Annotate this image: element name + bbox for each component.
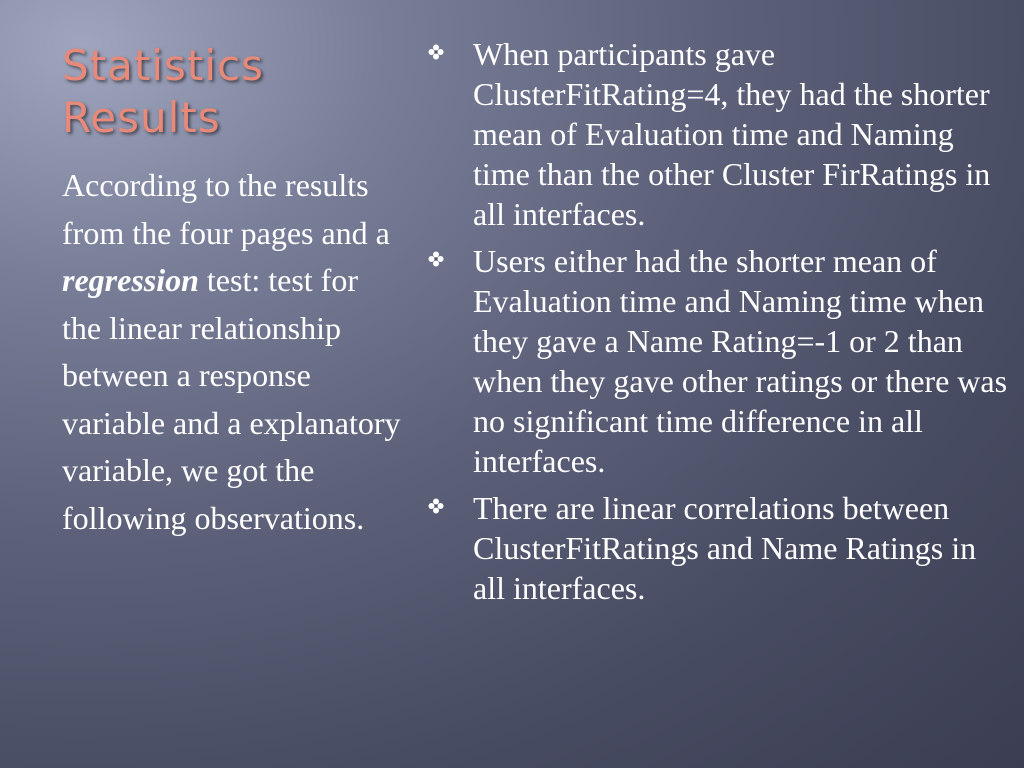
intro-text-before: According to the results from the four pages and a [62, 167, 390, 251]
diamond-bullet-icon [428, 498, 444, 514]
slide-title [62, 40, 382, 144]
observation-item-1 [428, 34, 1013, 234]
observation-text-3: There are linear correlations between ClusterFitRatings and Name Ratings in all interfaces. [473, 490, 977, 606]
intro-text-after: test: test for the linear relationship between a response variable and a explanatory variable, we got the following observations. [62, 262, 401, 536]
diamond-bullet-icon [428, 44, 444, 60]
intro-paragraph [62, 162, 402, 542]
observations-list [428, 34, 1013, 615]
diamond-bullet-icon [428, 251, 444, 267]
observation-text-2: Users either had the shorter mean of Evaluation time and Naming time when they gave a Name Rating=-1 or 2 than when they gave other ratings or there was no significant time difference in all interfaces. [473, 243, 1008, 479]
observation-item-3 [428, 488, 1013, 608]
slide-title-line-2: Results [62, 93, 221, 142]
slide-title-line-1: Statistics [62, 41, 264, 90]
intro-emphasis: regression [62, 262, 199, 298]
observation-item-2 [428, 241, 1013, 481]
observation-text-1: When participants gave ClusterFitRating=4, they had the shorter mean of Evaluation time and Naming time than the other Cluster FirRatings in all interfaces. [473, 36, 991, 232]
